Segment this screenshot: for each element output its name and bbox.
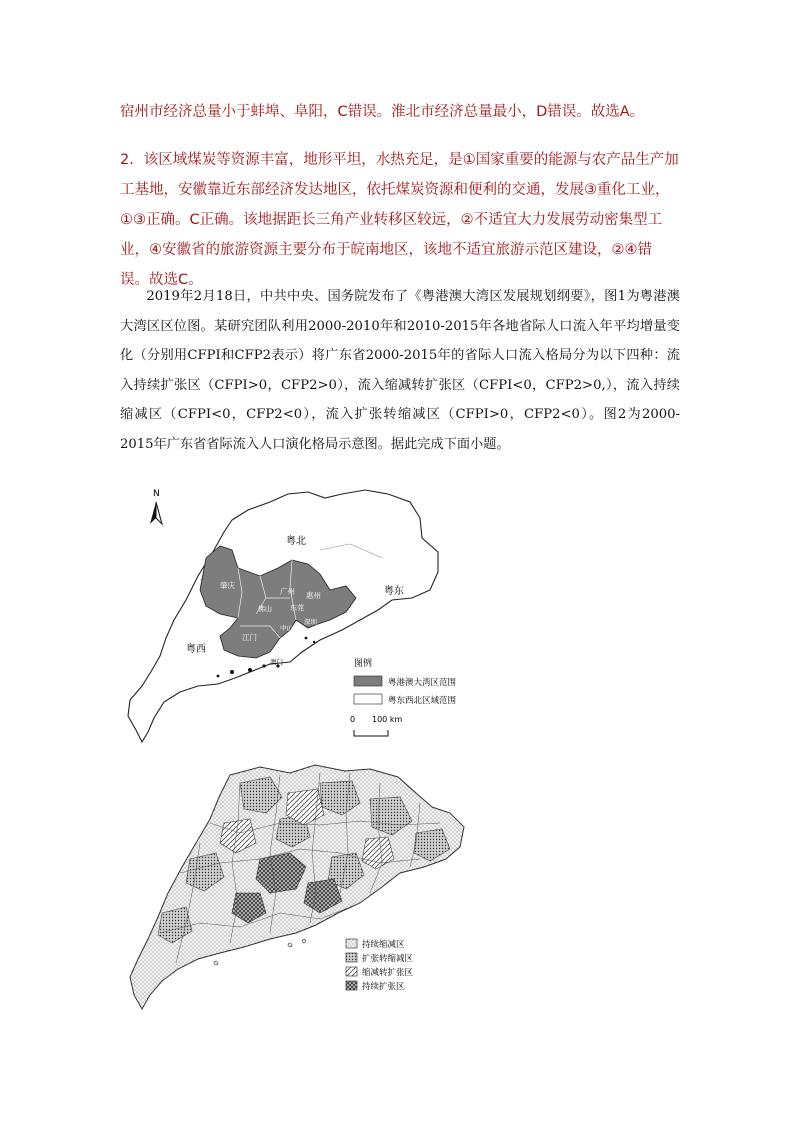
legend-label-other: 粤东西北区域范围 — [388, 696, 457, 706]
question-stem — [120, 282, 680, 459]
legend2-label-3: 缩减转扩张区 — [362, 968, 414, 978]
legend-title: 图例 — [354, 659, 373, 669]
city-label-zhuhai: 珠海 — [278, 644, 291, 652]
answer-1-text: 宿州市经济总量小于蚌埠、阜阳，C错误。淮北市经济总量最小，D错误。故选A。 — [120, 104, 645, 120]
answer-2 — [120, 145, 680, 295]
city-label-zhongshan: 中山 — [280, 624, 293, 632]
legend-swatch-other — [354, 694, 382, 704]
city-label-guangzhou: 广州 — [280, 587, 295, 596]
north-arrow-icon — [150, 489, 162, 524]
region-label-yuexi: 粤西 — [186, 644, 206, 655]
region-label-yuebei: 粤北 — [286, 536, 306, 547]
region-label-yuedong: 粤东 — [384, 586, 404, 597]
migration-pattern-map — [120, 763, 470, 1013]
scale-zero: 0 — [350, 715, 356, 724]
scale-bar — [350, 715, 402, 736]
city-label-jiangmen: 江门 — [242, 633, 257, 642]
north-label: N — [153, 489, 160, 499]
answer-2-text: 2．该区域煤炭等资源丰富，地形平坦，水热充足，是①国家重要的能源与农产品生产加工基地，安徽靠近东部经济发达地区，依托煤炭资源和便利的交通，发展③重化工业，①③正确。C正确。该地据距长三角产业转移区较远，②不适宜大力发展劳动密集型工业，④安徽省的旅游资源主要分布于皖南地区，该地不适宜旅游示范区建设，②④错误。故选C。 — [120, 152, 679, 288]
city-label-zhaoqing: 肇庆 — [220, 581, 235, 590]
legend2-label-2: 扩张转缩减区 — [362, 954, 414, 964]
legend-swatch-gba — [354, 676, 382, 686]
city-label-shenzhen: 深圳 — [304, 618, 317, 626]
city-label-huizhou: 惠州 — [306, 591, 321, 600]
gba-location-map — [120, 480, 480, 748]
city-label-hongkong: 香港 — [302, 630, 315, 638]
legend2-label-1: 持续缩减区 — [362, 940, 405, 950]
legend-label-gba: 粤港澳大湾区范围 — [388, 678, 457, 688]
legend2-label-4: 持续扩张区 — [362, 982, 405, 992]
question-stem-text: 2019年2月18日，中共中央、国务院发布了《粤港澳大湾区发展规划纲要》，图1为粤港澳大湾区区位图。某研究团队利用2000-2010年和2010-2015年各地省际人口流入年平均增量变化（分别用CFPI和CFP2表示）将广东省2000-2015年的省际人口流入格局分为以下四种：流入持续扩张区（CFPI>0，CFP2>0），流入缩减转扩张区（CFPI<0，CFP2>0,），流入持续缩减区（CFPI<0，CFP2<0），流入扩张转缩减区（CFPI>0，CFP2<0）。图2为2000-2015年广东省省际流入人口演化格局示意图。据此完成下面小题。 — [120, 289, 680, 452]
city-label-foshan: 佛山 — [258, 605, 272, 613]
city-label-macau: 澳门 — [270, 658, 283, 666]
scale-label: 100 km — [372, 715, 403, 724]
fig2-legend — [346, 939, 414, 992]
answer-1-continuation — [120, 97, 680, 127]
city-label-dongguan: 东莞 — [290, 604, 304, 612]
